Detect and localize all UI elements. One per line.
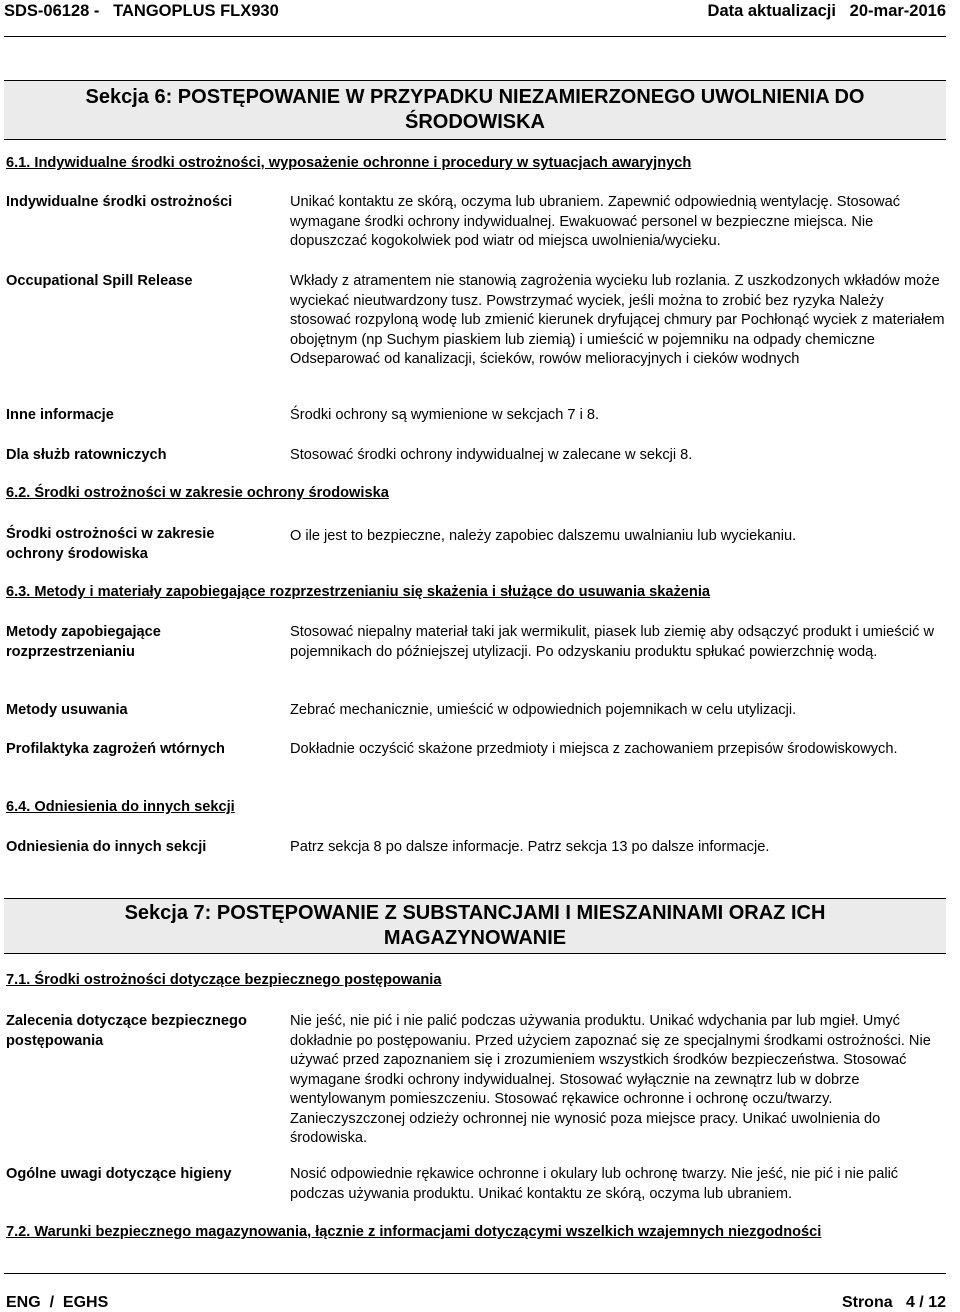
footer-divider xyxy=(4,1273,946,1274)
personal-precautions-value: Unikać kontaktu ze skórą, oczyma lub ubraniem. Zapewnić odpowiednią wentylację. Stosować wymagane środki ochrony indywidualnej. Ewakuować personel w bezpieczne miejsca. Nie dopuszczać kogokolwiek pod wiatr od miejsca uwolnienia/wycieku. xyxy=(290,194,901,249)
section-7-title: Sekcja 7: POSTĘPOWANIE Z SUBSTANCJAMI I MIESZANINAMI ORAZ ICH MAGAZYNOWANIE xyxy=(124,902,826,949)
hygiene-value: Nosić odpowiednie rękawice ochronne i okulary lub ochronę twarzy. Nie jeść, nie pić i nie palić podczas używania produktu. Unikać kontaktu ze skórą, oczyma lub ubraniem. xyxy=(290,1166,899,1202)
secondary-hazards-value: Dokładnie oczyścić skażone przedmioty i miejsca z zachowaniem przepisów środowiskowych. xyxy=(290,741,898,757)
environmental-precautions-label: Środki ostrożności w zakresie ochrony środowiska xyxy=(6,526,215,562)
safe-handling-label: Zalecenia dotyczące bezpiecznego postępowania xyxy=(6,1013,247,1049)
subsection-6-2-title: 6.2. Środki ostrożności w zakresie ochrony środowiska xyxy=(6,485,389,501)
section-6-heading xyxy=(4,80,946,140)
safe-handling-value: Nie jeść, nie pić i nie palić podczas używania produktu. Unikać wdychania par lub mgieł. Umyć dokładnie po postępowaniu. Przed użyciem zapoznać się ze specjalnymi środkami ostrożności. Nie używać przed zapoznaniem się i zrozumieniem wszystkich środków bezpieczeństwa. Stosować wymagane środki ochrony indywidualnej. Stosować wyłącznie na zewnątrz lub w dobrze wentylowanym pomieszczeniu. Stosować rękawice ochronne i ochronę oczu/twarzy. Zanieczyszczonej odzieży ochronnej nie wynosić poza miejsce pracy. Unikać uwolnienia do środowiska. xyxy=(290,1013,931,1146)
footer-page-number: Strona 4 / 12 xyxy=(841,1294,946,1311)
emergency-responders-label: Dla służb ratowniczych xyxy=(6,447,167,463)
other-info-label: Inne informacje xyxy=(6,407,114,423)
emergency-responders-value: Stosować środki ochrony indywidualnej w zalecane w sekcji 8. xyxy=(290,447,693,463)
section-7-heading xyxy=(4,898,946,954)
footer-language: ENG / EGHS xyxy=(6,1294,109,1311)
subsection-6-3-title: 6.3. Metody i materiały zapobiegające rozprzestrzenianiu się skażenia i służące do usuwania skażenia xyxy=(6,584,711,600)
subsection-6-4-title: 6.4. Odniesienia do innych sekcji xyxy=(6,799,235,815)
document-id: SDS-06128 - TANGOPLUS FLX930 xyxy=(4,2,279,20)
environmental-precautions-value: O ile jest to bezpieczne, należy zapobiec dalszemu uwalnianiu lub wyciekaniu. xyxy=(290,528,797,544)
subsection-7-2-title: 7.2. Warunki bezpiecznego magazynowania, łącznie z informacjami dotyczącymi wszelkich wzajemnych niezgodności xyxy=(6,1224,822,1240)
reference-sections-value: Patrz sekcja 8 po dalsze informacje. Patrz sekcja 13 po dalsze informacje. xyxy=(290,839,770,855)
other-info-value: Środki ochrony są wymienione w sekcjach 7 i 8. xyxy=(290,407,600,423)
reference-sections-label: Odniesienia do innych sekcji xyxy=(6,839,207,855)
secondary-hazards-label: Profilaktyka zagrożeń wtórnych xyxy=(6,741,225,757)
spill-release-label: Occupational Spill Release xyxy=(6,273,193,289)
cleanup-methods-label: Metody usuwania xyxy=(6,702,128,718)
containment-methods-label: Metody zapobiegające rozprzestrzenianiu xyxy=(6,624,161,660)
revision-date: Data aktualizacji 20-mar-2016 xyxy=(707,2,946,20)
personal-precautions-label: Indywidualne środki ostrożności xyxy=(6,194,233,210)
subsection-6-1-title: 6.1. Indywidualne środki ostrożności, wyposażenie ochronne i procedury w sytuacjach awaryjnych xyxy=(6,155,692,171)
hygiene-label: Ogólne uwagi dotyczące higieny xyxy=(6,1166,232,1182)
containment-methods-value: Stosować niepalny materiał taki jak wermikulit, piasek lub ziemię aby odsączyć produkt i umieścić w pojemnikach do późniejszej utylizacji. Po odzyskaniu produktu spłukać powierzchnię wodą. xyxy=(290,624,935,660)
cleanup-methods-value: Zebrać mechanicznie, umieścić w odpowiednich pojemnikach w celu utylizacji. xyxy=(290,702,797,718)
section-6-title: Sekcja 6: POSTĘPOWANIE W PRZYPADKU NIEZAMIERZONEGO UWOLNIENIA DO ŚRODOWISKA xyxy=(85,86,865,133)
spill-release-value: Wkłady z atramentem nie stanowią zagrożenia wycieku lub rozlania. Z uszkodzonych wkładów może wyciekać nieutwardzony tusz. Powstrzymać wyciek, jeśli można to zrobić bez ryzyka Należy stosować rozpyloną wodę lub zmienić kierunek dryfującej chmury par Pochłonąć wyciek z materiałem obojętnym (np Suchym piaskiem lub ziemią) i umieścić w pojemniku na odpady chemiczne Odseparować od kanalizacji, ścieków, rowów melioracyjnych i cieków wodnych xyxy=(290,273,945,367)
subsection-7-1-title: 7.1. Środki ostrożności dotyczące bezpiecznego postępowania xyxy=(6,972,442,988)
page-header xyxy=(4,0,946,37)
